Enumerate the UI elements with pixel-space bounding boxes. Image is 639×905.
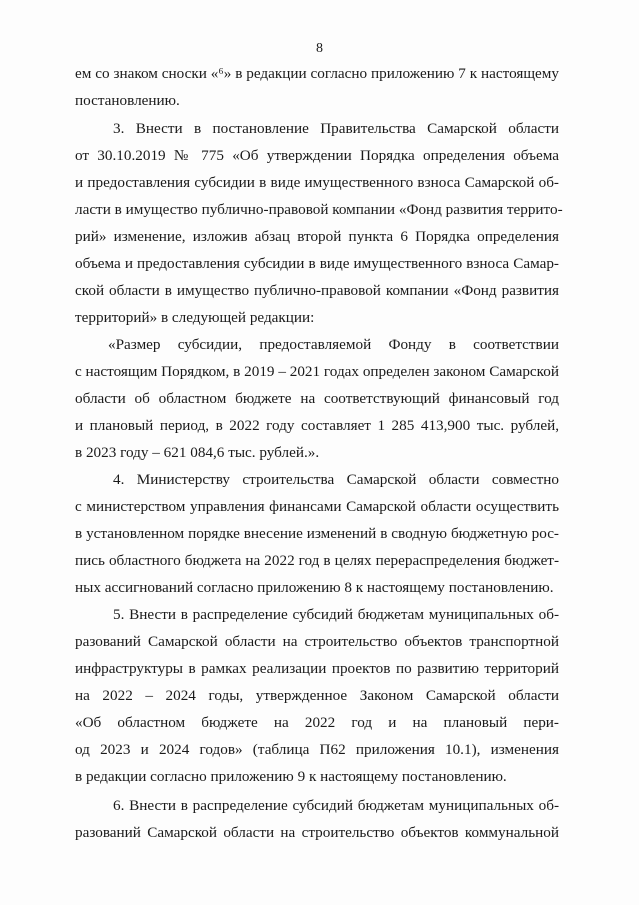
text-line: пись областного бюджета на 2022 год в целях перераспределения бюджет- [75, 552, 559, 569]
text-line: на 2022 – 2024 годы, утвержденное Законом Самарской области [75, 687, 559, 704]
text-line: инфраструктуры в рамках реализации проектов по развитию территорий [75, 660, 559, 677]
text-line: территорий» в следующей редакции: [75, 309, 315, 326]
text-line: объема и предоставления субсидии в виде имущественного взноса Самар- [75, 255, 559, 272]
text-line: разований Самарской области на строительство объектов транспортной [75, 633, 559, 650]
text-line: от 30.10.2019 № 775 «Об утверждении Порядка определения объема [75, 147, 559, 164]
text-line: в установленном порядке внесение изменений в сводную бюджетную рос- [75, 525, 559, 542]
text-line: с министерством управления финансами Самарской области осуществить [75, 498, 559, 515]
page-number: 8 [316, 41, 323, 56]
text-line: «Об областном бюджете на 2022 год и на плановый пери- [75, 714, 559, 731]
text-line: 4. Министерству строительства Самарской области совместно [113, 471, 559, 488]
text-line: ской области в имущество публично-правовой компании «Фонд развития [75, 282, 559, 299]
text-line: в 2023 году – 621 084,6 тыс. рублей.». [75, 444, 320, 461]
text-line: ласти в имущество публично-правовой компании «Фонд развития террито- [75, 201, 563, 218]
text-line: разований Самарской области на строительство объектов коммунальной [75, 824, 559, 841]
text-line: в редакции согласно приложению 9 к настоящему постановлению. [75, 768, 507, 785]
text-line: постановлению. [75, 92, 180, 109]
text-line: 5. Внести в распределение субсидий бюджетам муниципальных об- [113, 606, 559, 623]
text-line: од 2023 и 2024 годов» (таблица П62 приложения 10.1), изменения [75, 741, 559, 758]
text-line: ных ассигнований согласно приложению 8 к настоящему постановлению. [75, 579, 554, 596]
text-line: ем со знаком сноски «⁶» в редакции согласно приложению 7 к настоящему [75, 65, 559, 82]
text-line: и предоставления субсидии в виде имущественного взноса Самарской об- [75, 174, 559, 191]
text-line: рий» изменение, изложив абзац второй пункта 6 Порядка определения [75, 228, 559, 245]
text-line: и плановый период, в 2022 году составляет 1 285 413,900 тыс. рублей, [75, 417, 559, 434]
text-line: с настоящим Порядком, в 2019 – 2021 годах определен законом Самарской [75, 363, 559, 380]
text-line: 3. Внести в постановление Правительства Самарской области [113, 120, 559, 137]
text-line: «Размер субсидии, предоставляемой Фонду в соответствии [108, 336, 559, 353]
text-line: области об областном бюджете на соответствующий финансовый год [75, 390, 559, 407]
text-line: 6. Внести в распределение субсидий бюджетам муниципальных об- [113, 797, 559, 814]
